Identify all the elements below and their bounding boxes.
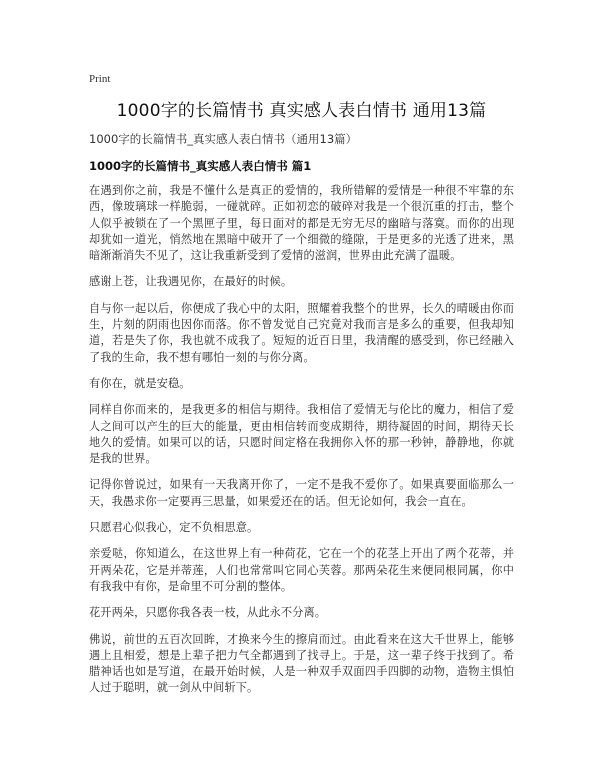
paragraph-2: 感谢上苍，让我遇见你，在最好的时候。: [89, 275, 293, 289]
paragraph-10: 佛说，前世的五百次回眸，才换来今生的擦肩而过。由此看来在这大千世界上，能够遇上且相爱，想是上辈子把力气全都遇到了找寻上。于是，这一辈子终于找到了。希腊神话也如是写道，在最开始时候，人是一种双手双面四手四脚的动物，造物主惧怕人过于聪明，就一剑从中间斩下。: [89, 632, 514, 695]
document-title: 1000字的长篇情书 真实感人表白情书 通用13篇: [116, 101, 487, 121]
paragraph-7: 只愿君心似我心，定不负相思意。: [89, 521, 259, 535]
paragraph-3: 自与你一起以后，你便成了我心中的太阳，照耀着我整个的世界，长久的晴暖由你而生，片刻的阴雨也因你而落。你不曾发觉自己究竟对我而言是多么的重要，但我却知道，若是失了你，我也就不成我了。短短的近百日里，我清醒的感受到，你已经融入了我的生命，我不想有哪怕一刻的与你分离。: [89, 301, 514, 364]
print-label[interactable]: Print: [89, 73, 111, 85]
paragraph-5: 同样自你而来的，是我更多的相信与期待。我相信了爱情无与伦比的魔力，相信了爱人之间可以产生的巨大的能量，更由相信转而变成期待，期待凝固的时间，期待天长地久的爱情。如果可以的话，只愿时间定格在我拥你入怀的那一秒钟，静静地，你就是我的世界。: [89, 403, 514, 466]
paragraph-6: 记得你曾说过，如果有一天我离开你了，一定不是我不爱你了。如果真要面临那么一天，我愚求你一定要再三思量，如果爱还在的话。但无论如何，我会一直在。: [89, 478, 514, 508]
section-heading: 1000字的长篇情书_真实感人表白情书 篇1: [89, 159, 312, 173]
paragraph-4: 有你在，就是安稳。: [89, 376, 191, 390]
paragraph-8: 亲爱哒，你知道么，在这世界上有一种荷花，它在一个的花茎上开出了两个花蒂，并开两朵花，它是并蒂莲，人们也常常叫它同心芙蓉。那两朵花生来便同根同属，你中有我我中有你，是命里不可分割的整体。: [89, 547, 514, 593]
paragraph-1: 在遇到你之前，我是不懂什么是真正的爱情的，我所错解的爱情是一种很不牢靠的东西，像玻璃球一样脆弱，一碰就碎。正如初恋的破碎对我是一个很沉重的打击，整个人似乎被锁在了一个黑匣子里，每日面对的都是无穷无尽的幽暗与落寞。而你的出现却犹如一道光，悄然地在黑暗中破开了一个细微的缝隙，于是更多的光透了进来，黑暗渐渐消失不见了，这让我重新受到了爱情的滋润，世界由此充满了温暖。: [89, 184, 514, 263]
paragraph-9: 花开两朵，只愿你我各表一枝，从此永不分离。: [89, 606, 327, 620]
document-subtitle: 1000字的长篇情书_真实感人表白情书（通用13篇）: [89, 132, 358, 146]
